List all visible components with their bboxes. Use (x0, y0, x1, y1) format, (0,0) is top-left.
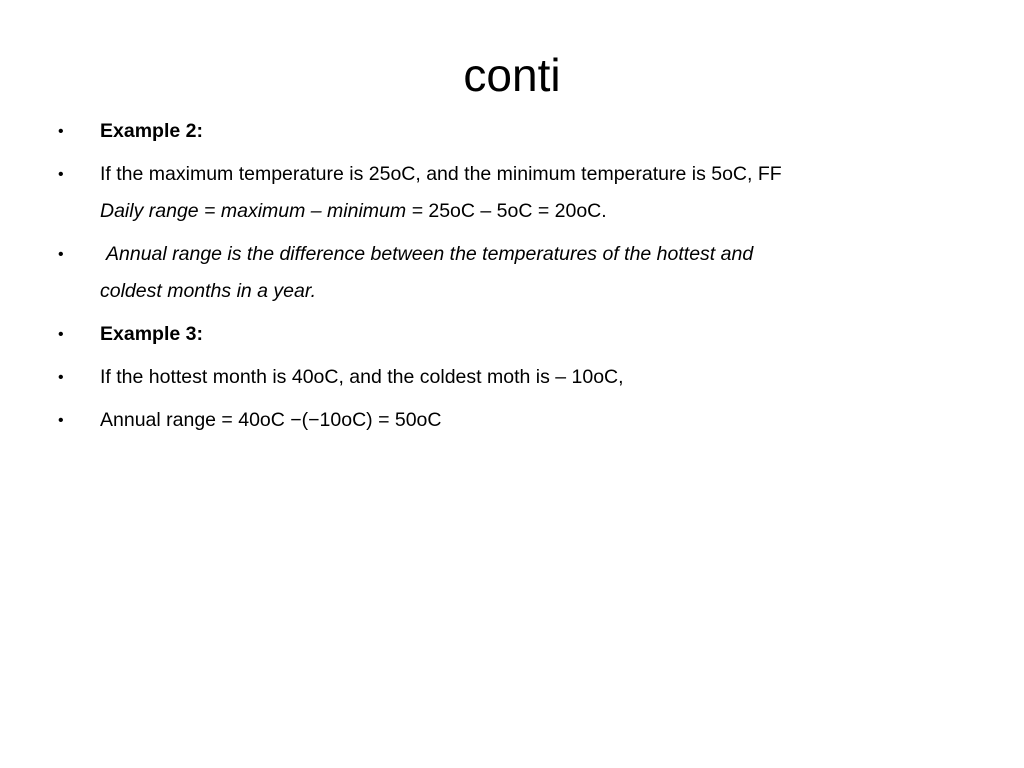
bullet-icon: • (58, 123, 64, 140)
bullet-text: Example 2: (100, 120, 203, 142)
bullet-icon: • (58, 369, 64, 386)
bullet-text: If the maximum temperature is 25oC, and the minimum temperature is 5oC, FF (100, 163, 782, 185)
bullet-text: Annual range is the difference between the temperatures of the hottest and (106, 243, 754, 265)
daily-range-formula: Daily range = maximum – minimum = (100, 200, 423, 222)
bullet-icon: • (58, 166, 64, 183)
bullet-text: Example 3: (100, 323, 203, 345)
bullet-item (56, 156, 956, 230)
bullet-text: If the hottest month is 40oC, and the coldest moth is – 10oC, (100, 366, 624, 388)
bullet-icon: • (58, 246, 64, 263)
bullet-icon: • (58, 326, 64, 343)
bullet-text-line (100, 193, 956, 230)
bullet-item (56, 236, 956, 310)
bullet-item (56, 316, 956, 353)
bullet-text-line: coldest months in a year. (100, 280, 317, 302)
bullet-icon: • (58, 412, 64, 429)
bullet-text: Annual range = 40oC −(−10oC) = 50oC (100, 409, 442, 431)
slide-title: conti (463, 49, 561, 101)
bullet-list (56, 113, 956, 445)
bullet-item (56, 113, 956, 150)
daily-range-result: 25oC – 5oC = 20oC. (422, 200, 607, 222)
bullet-item (56, 402, 956, 439)
bullet-item (56, 359, 956, 396)
